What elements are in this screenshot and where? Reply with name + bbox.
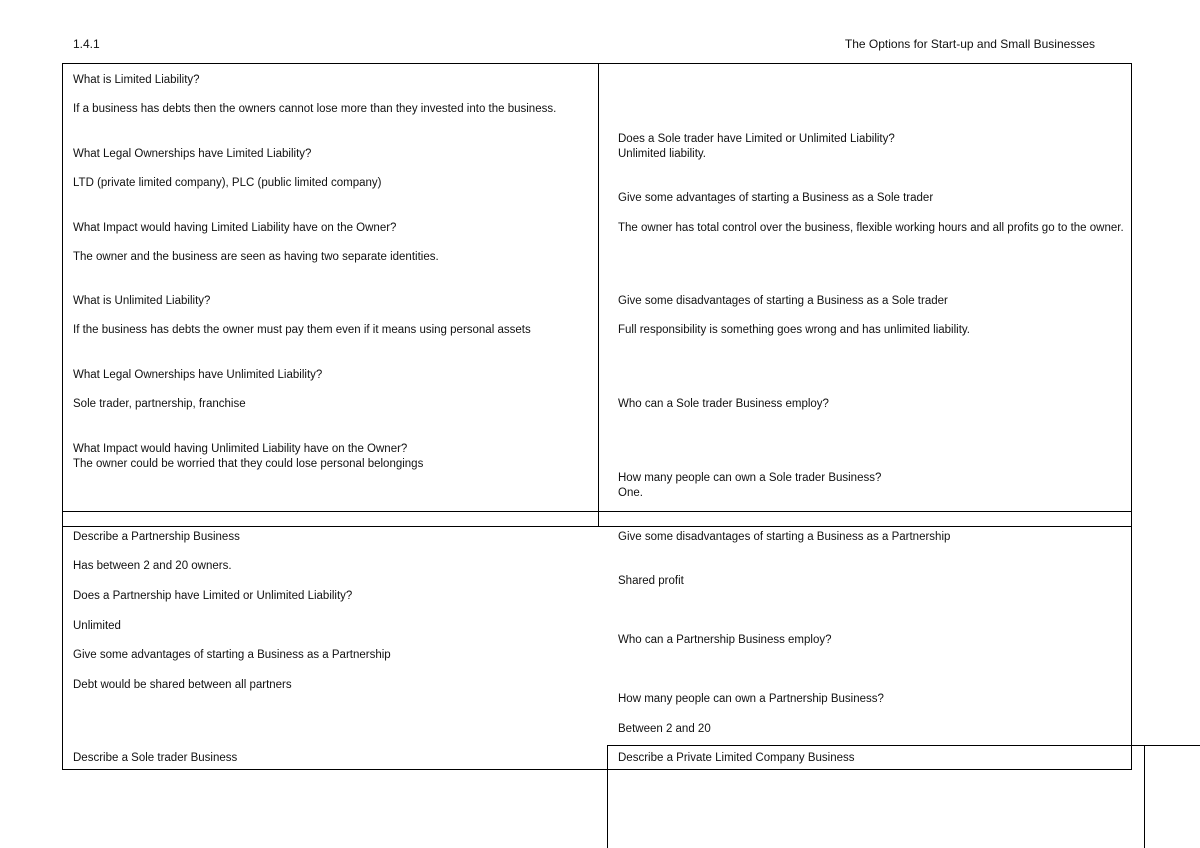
limited-ownerships-question: What Legal Ownerships have Limited Liability? (73, 148, 312, 160)
extra-box-inner-edge (1144, 745, 1145, 848)
limited-ownerships-answer: LTD (private limited company), PLC (public limited company) (73, 177, 382, 189)
page-title: The Options for Start-up and Small Businesses (844, 37, 1095, 51)
limited-liability-answer: If a business has debts then the owners cannot lose more than they invested into the business. (73, 103, 557, 115)
unlimited-ownerships-answer: Sole trader, partnership, franchise (73, 398, 246, 410)
sole-trader-advantages-question: Give some advantages of starting a Business as a Sole trader (618, 192, 934, 204)
limited-liability-question: What is Limited Liability? (73, 74, 200, 86)
partnership-employ-question: Who can a Partnership Business employ? (618, 634, 832, 646)
limited-impact-answer: The owner and the business are seen as having two separate identities. (73, 251, 439, 263)
partnership-owners-answer: Between 2 and 20 (618, 723, 711, 735)
extra-box-left-edge (607, 745, 608, 848)
section-number: 1.4.1 (73, 37, 100, 51)
sole-trader-owners-answer: One. (618, 487, 643, 499)
sole-trader-liability-answer: Unlimited liability. (618, 148, 706, 160)
partnership-disadvantages-answer: Shared profit (618, 575, 684, 587)
unlimited-liability-answer: If the business has debts the owner must pay them even if it means using personal assets (73, 324, 531, 336)
top-table-divider (598, 63, 599, 526)
sole-trader-advantages-answer: The owner has total control over the business, flexible working hours and all profits go to the owner. (618, 222, 1124, 234)
sole-trader-liability-question: Does a Sole trader have Limited or Unlimited Liability? (618, 133, 895, 145)
unlimited-impact-answer: The owner could be worried that they could lose personal belongings (73, 458, 424, 470)
top-table-row-line (62, 511, 1132, 512)
partnership-describe-question: Describe a Partnership Business (73, 531, 240, 543)
sole-trader-disadvantages-answer: Full responsibility is something goes wrong and has unlimited liability. (618, 324, 970, 336)
partnership-owners-question: How many people can own a Partnership Business? (618, 693, 884, 705)
extra-box-top-edge (607, 745, 1200, 746)
partnership-advantages-question: Give some advantages of starting a Business as a Partnership (73, 649, 391, 661)
sole-trader-describe-question: Describe a Sole trader Business (73, 752, 238, 764)
unlimited-impact-question: What Impact would having Unlimited Liability have on the Owner? (73, 443, 408, 455)
partnership-describe-answer: Has between 2 and 20 owners. (73, 560, 232, 572)
partnership-advantages-answer: Debt would be shared between all partners (73, 679, 292, 691)
unlimited-ownerships-question: What Legal Ownerships have Unlimited Liability? (73, 369, 323, 381)
sole-trader-owners-question: How many people can own a Sole trader Business? (618, 472, 882, 484)
unlimited-liability-question: What is Unlimited Liability? (73, 295, 211, 307)
partnership-disadvantages-question: Give some disadvantages of starting a Business as a Partnership (618, 531, 951, 543)
private-limited-describe-question: Describe a Private Limited Company Business (618, 752, 855, 764)
limited-impact-question: What Impact would having Limited Liability have on the Owner? (73, 222, 397, 234)
partnership-liability-question: Does a Partnership have Limited or Unlimited Liability? (73, 590, 353, 602)
sole-trader-employ-question: Who can a Sole trader Business employ? (618, 398, 829, 410)
sole-trader-disadvantages-question: Give some disadvantages of starting a Business as a Sole trader (618, 295, 948, 307)
partnership-liability-answer: Unlimited (73, 620, 121, 632)
